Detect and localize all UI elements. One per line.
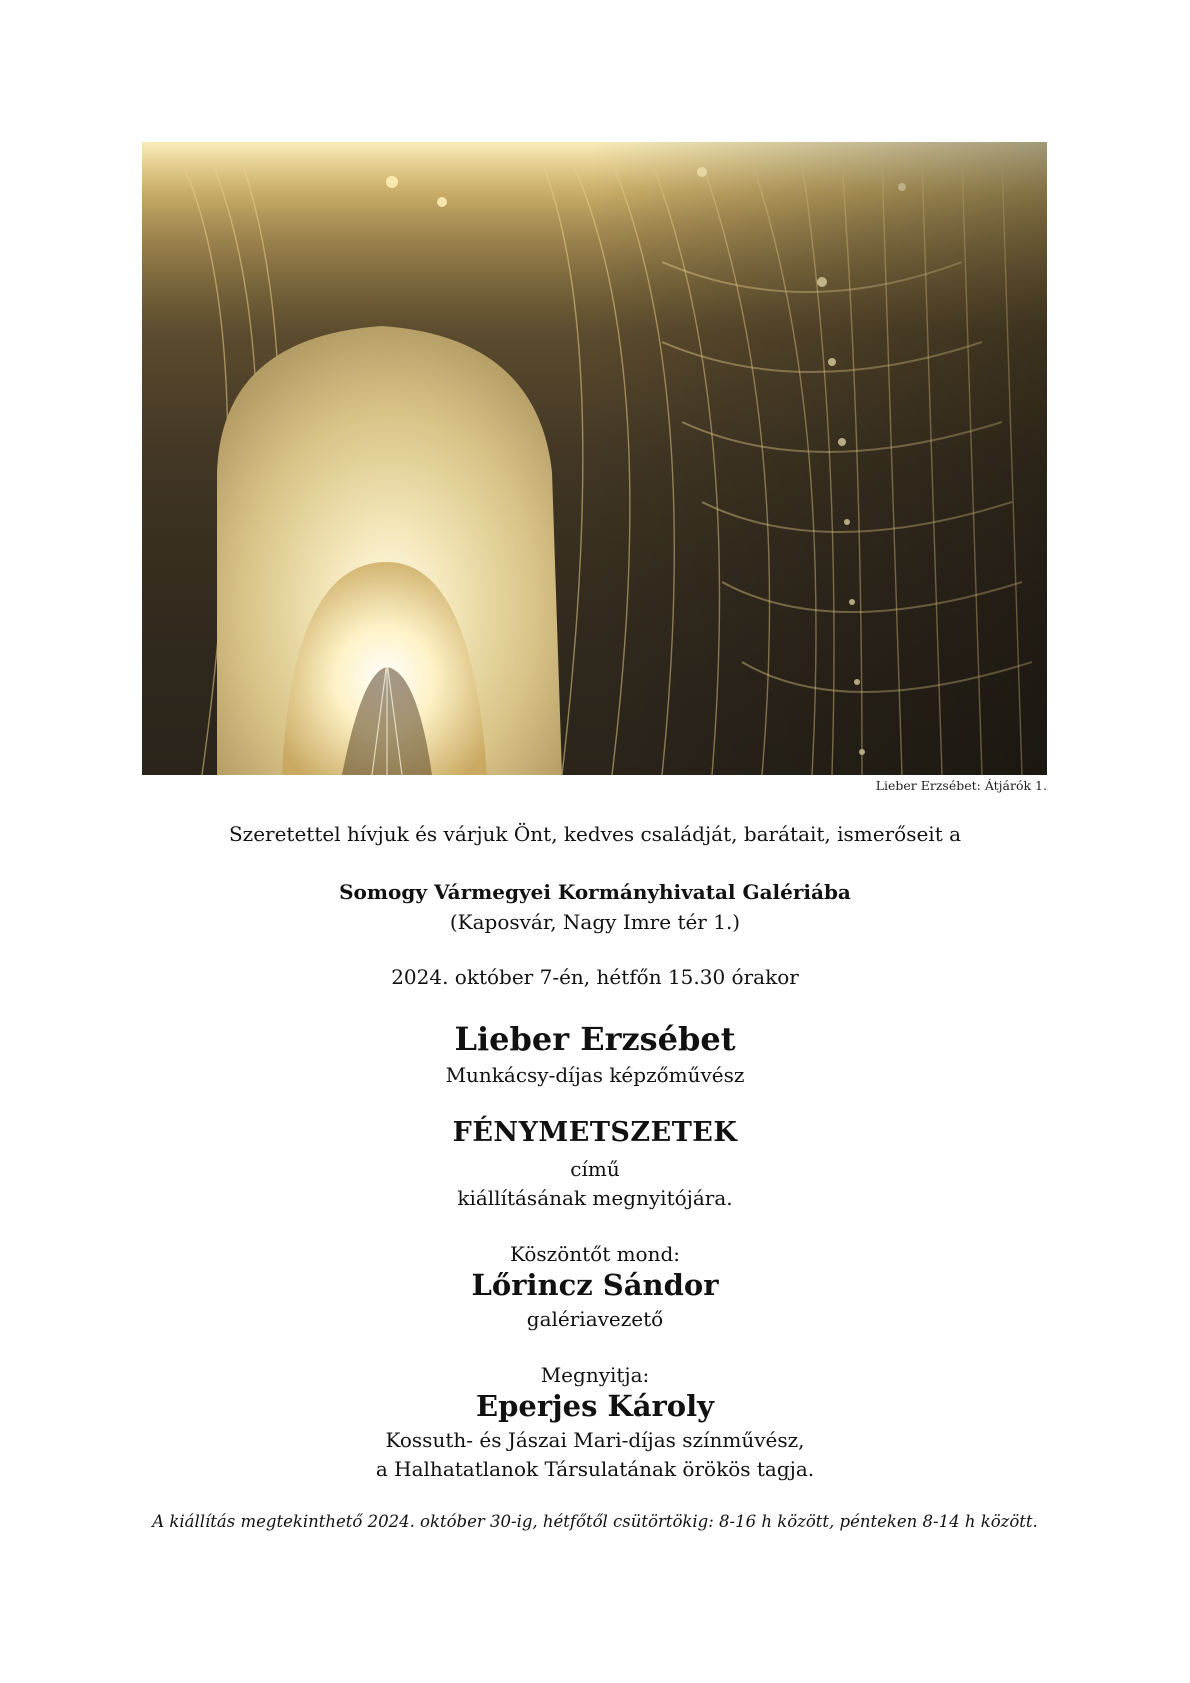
greeter-title: galériavezető [526, 1307, 664, 1331]
exhibition-title: FÉNYMETSZETEK [452, 1117, 738, 1148]
event-datetime: 2024. október 7-én, hétfőn 15.30 órakor [391, 965, 799, 989]
artist-title: Munkácsy-díjas képzőművész [445, 1063, 745, 1087]
opening-text: kiállításának megnyitójára. [457, 1186, 733, 1210]
opener-title-line1: Kossuth- és Jászai Mari-díjas színművész, [385, 1428, 805, 1452]
greeting-label: Köszöntőt mond: [509, 1242, 681, 1266]
artwork-image [142, 142, 1047, 775]
greeter-name: Lőrincz Sándor [471, 1268, 719, 1302]
venue-address: (Kaposvár, Nagy Imre tér 1.) [449, 910, 741, 934]
footer-note: A kiállítás megtekinthető 2024. október 30-ig, hétfőtől csütörtökig: 8-16 h között, pénteken 8-14 h között. [152, 1512, 1038, 1531]
opener-title-line2: a Halhatatlanok Társulatának örökös tagja. [375, 1457, 815, 1481]
artist-name: Lieber Erzsébet [454, 1020, 736, 1058]
opener-name: Eperjes Károly [476, 1389, 714, 1423]
opener-label: Megnyitja: [540, 1363, 650, 1387]
invitation-intro: Szeretettel hívjuk és várjuk Önt, kedves családját, barátait, ismerőseit a [228, 822, 962, 846]
venue-name: Somogy Vármegyei Kormányhivatal Galériába [339, 880, 851, 904]
artwork-caption: Lieber Erzsébet: Átjárók 1. [875, 778, 1047, 793]
cimu-text: című [570, 1157, 620, 1181]
